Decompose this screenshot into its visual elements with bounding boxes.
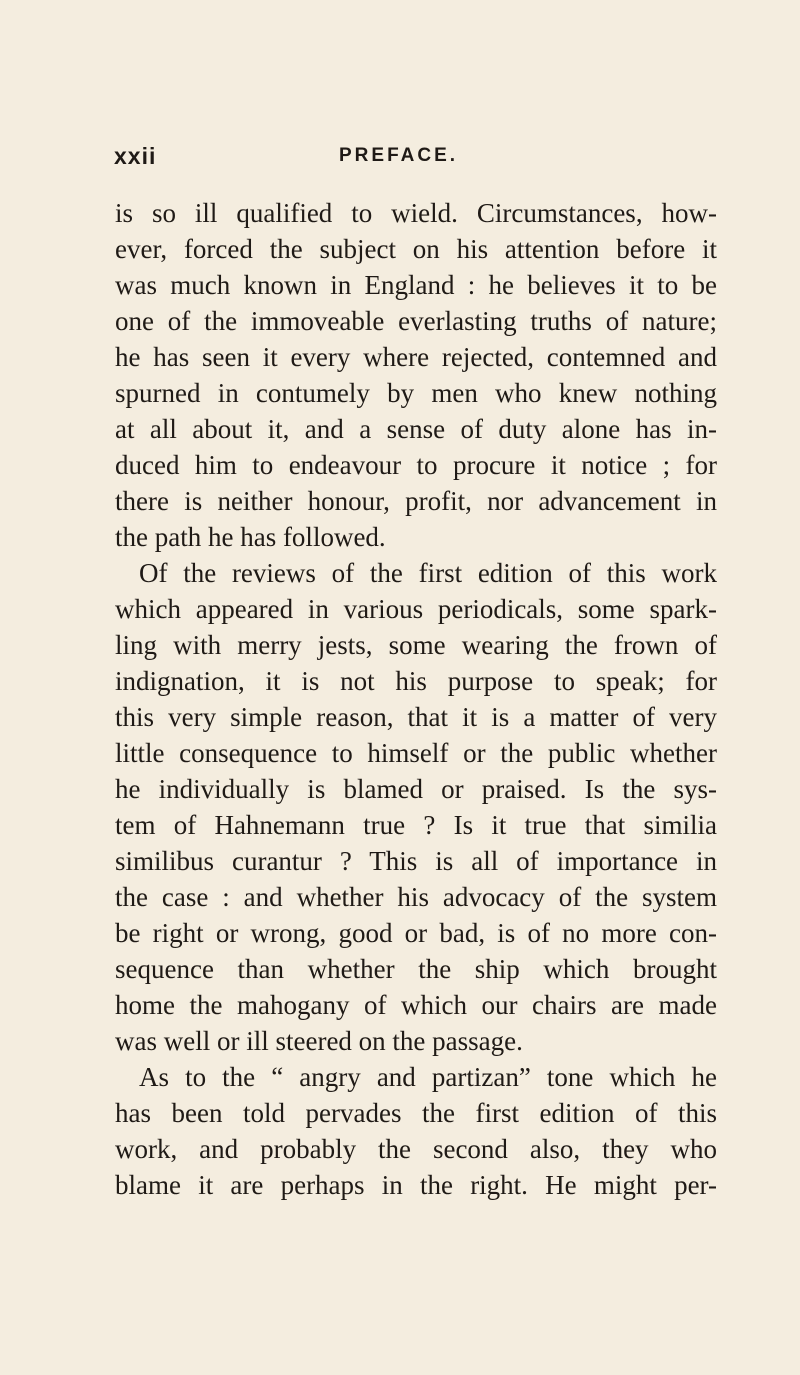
text-line: work, and probably the second also, they who — [115, 1134, 717, 1164]
text-line: little consequence to himself or the public whether — [115, 738, 717, 768]
paragraph-first-line: As to the “ angry and partizan” tone which he — [139, 1062, 717, 1092]
text-line: was much known in England : he believes it to be — [115, 270, 717, 300]
text-line: which appeared in various periodicals, some spark- — [115, 594, 717, 624]
text-line: tem of Hahnemann true ? Is it true that similia — [115, 810, 717, 840]
text-line: he individually is blamed or praised. Is the sys- — [115, 774, 717, 804]
text-line: blame it are perhaps in the right. He might per- — [115, 1170, 717, 1200]
text-line: this very simple reason, that it is a matter of very — [115, 702, 717, 732]
text-line: is so ill qualified to wield. Circumstances, how- — [115, 198, 717, 228]
text-line: the case : and whether his advocacy of the system — [115, 882, 717, 912]
text-line: similibus curantur ? This is all of importance in — [115, 846, 717, 876]
running-title: PREFACE. — [339, 145, 459, 166]
text-line: be right or wrong, good or bad, is of no more con- — [115, 918, 717, 948]
paragraph-first-line: Of the reviews of the first edition of this work — [139, 558, 717, 588]
text-line: home the mahogany of which our chairs are made — [115, 990, 717, 1020]
text-line: ling with merry jests, some wearing the frown of — [115, 630, 717, 660]
text-line: one of the immoveable everlasting truths of nature; — [115, 306, 717, 336]
text-line: has been told pervades the first edition of this — [115, 1098, 717, 1128]
text-line: indignation, it is not his purpose to speak; for — [115, 666, 717, 696]
body-text — [115, 195, 717, 1203]
text-line: sequence than whether the ship which brought — [115, 954, 717, 984]
text-line: there is neither honour, profit, nor advancement in — [115, 486, 717, 516]
text-line: at all about it, and a sense of duty alone has in- — [115, 414, 717, 444]
text-line: ever, forced the subject on his attention before it — [115, 234, 717, 264]
paragraph-end-line: the path he has followed. — [115, 522, 386, 552]
text-line: duced him to endeavour to procure it notice ; for — [115, 450, 717, 480]
running-head — [114, 143, 714, 173]
text-line: spurned in contumely by men who knew nothing — [115, 378, 717, 408]
paragraph-end-line: was well or ill steered on the passage. — [115, 1026, 523, 1056]
text-line: he has seen it every where rejected, contemned and — [115, 342, 717, 372]
page-number: xxii — [114, 143, 157, 169]
